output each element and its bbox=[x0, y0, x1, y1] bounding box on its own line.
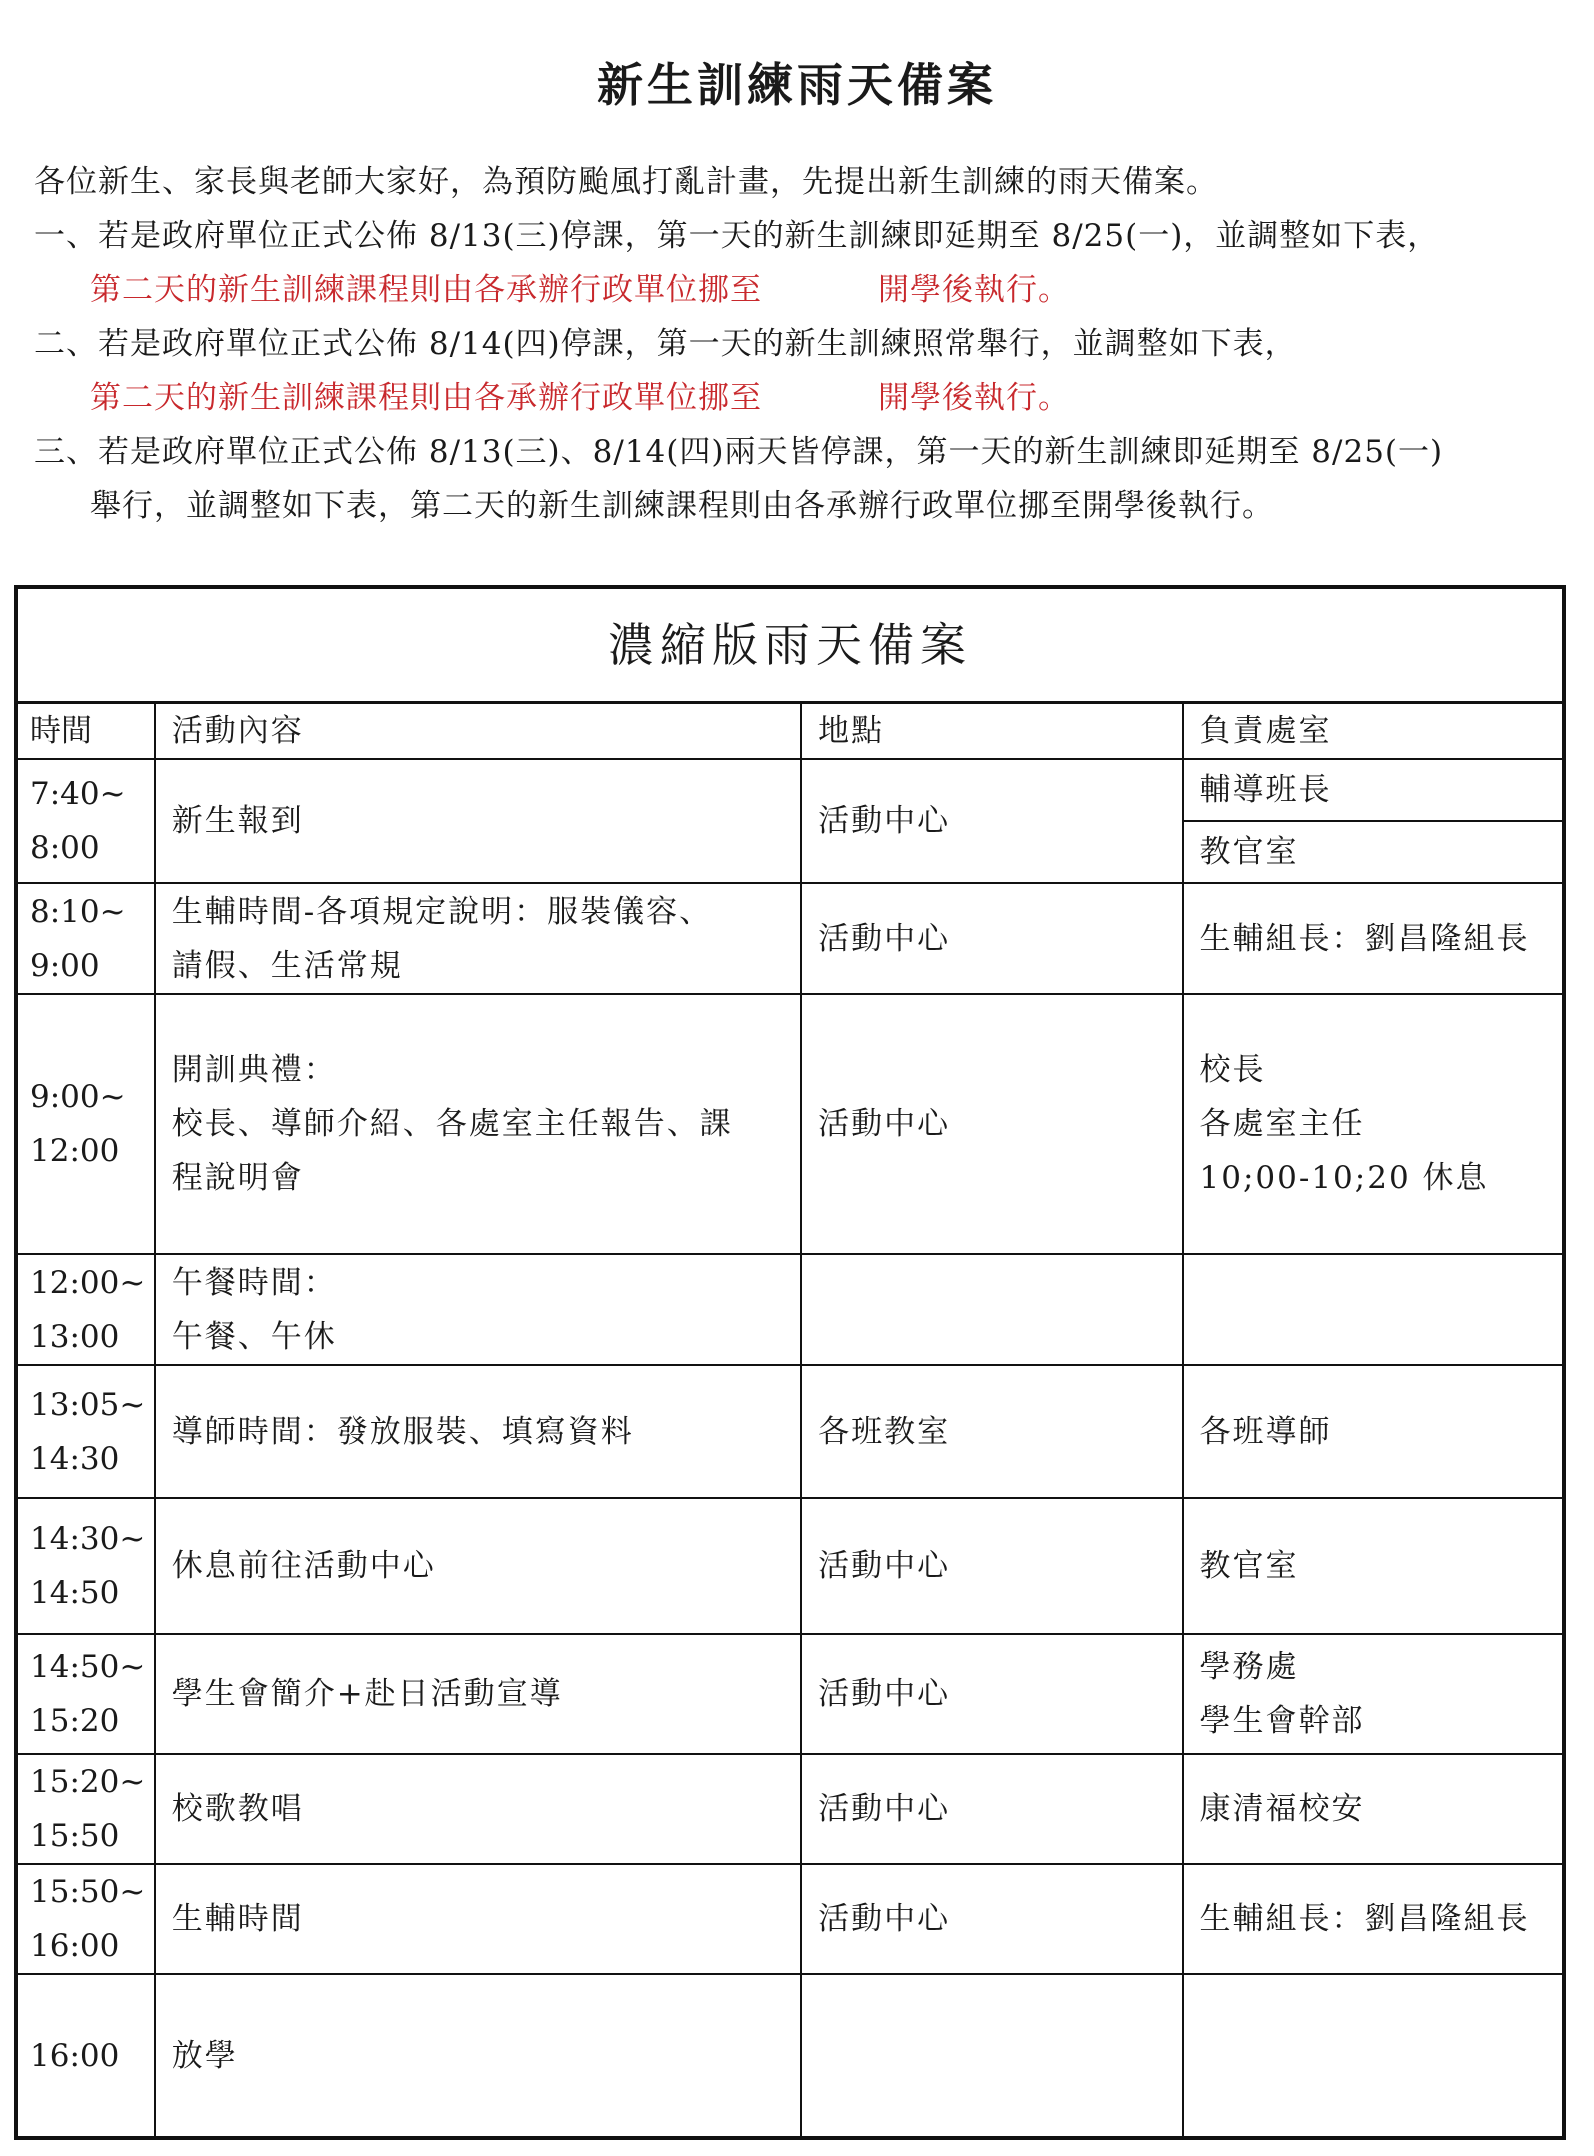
time-cell bbox=[16, 1864, 155, 1974]
place-cell: 活動中心 bbox=[801, 994, 1182, 1254]
place-cell: 活動中心 bbox=[801, 1754, 1182, 1864]
activity-cell: 導師時間：發放服裝、填寫資料 bbox=[155, 1365, 801, 1498]
time-cell bbox=[16, 759, 155, 883]
time-end: 13:00 bbox=[30, 1318, 120, 1355]
intro-section bbox=[34, 155, 1574, 533]
table-row bbox=[16, 883, 1564, 994]
time-start: 15:50~ bbox=[30, 1874, 146, 1910]
case-1-note-part-a: 第二天的新生訓練課程則由各承辦行政單位挪至 bbox=[90, 272, 762, 308]
owner-cell: 教官室 bbox=[1183, 821, 1564, 883]
activity-cell bbox=[155, 994, 801, 1254]
case-2-note-part-b: 開學後執行。 bbox=[878, 380, 1070, 416]
time-start: 13:05~ bbox=[30, 1386, 146, 1423]
activity-cell: 休息前往活動中心 bbox=[155, 1498, 801, 1634]
time-cell bbox=[16, 1365, 155, 1498]
place-cell bbox=[801, 1254, 1182, 1365]
owner-line: 學務處 bbox=[1199, 1649, 1299, 1685]
table-row bbox=[16, 1254, 1564, 1365]
owner-cell: 教官室 bbox=[1183, 1498, 1564, 1634]
place-cell: 活動中心 bbox=[801, 759, 1182, 883]
table-row bbox=[16, 1365, 1564, 1498]
owner-line: 各處室主任 bbox=[1199, 1106, 1365, 1142]
activity-cell: 新生報到 bbox=[155, 759, 801, 883]
time-cell bbox=[16, 1754, 155, 1864]
time-cell bbox=[16, 883, 155, 994]
activity-line: 校長、導師介紹、各處室主任報告、課 bbox=[171, 1106, 733, 1142]
time-end: 16:00 bbox=[30, 1928, 120, 1964]
owner-cell: 康清福校安 bbox=[1183, 1754, 1564, 1864]
time-start: 14:30~ bbox=[30, 1521, 146, 1557]
time-start: 14:50~ bbox=[30, 1649, 146, 1685]
place-cell: 活動中心 bbox=[801, 883, 1182, 994]
activity-line: 生輔時間-各項規定說明：服裝儀容、 bbox=[171, 893, 713, 930]
place-cell bbox=[801, 1974, 1182, 2138]
owner-cell bbox=[1183, 1974, 1564, 2138]
schedule-table bbox=[14, 585, 1566, 2140]
table-row bbox=[16, 1974, 1564, 2138]
activity-cell: 學生會簡介+赴日活動宣導 bbox=[155, 1634, 801, 1754]
place-cell: 活動中心 bbox=[801, 1864, 1182, 1974]
time-start: 7:40~ bbox=[30, 776, 126, 812]
time-cell bbox=[16, 1254, 155, 1365]
activity-line: 午餐、午休 bbox=[171, 1318, 337, 1355]
header-place: 地點 bbox=[801, 703, 1182, 760]
time-end: 9:00 bbox=[30, 947, 100, 984]
owner-line: 10;00-10;20 休息 bbox=[1199, 1160, 1489, 1196]
time-end: 8:00 bbox=[30, 830, 100, 866]
time-start: 15:20~ bbox=[30, 1764, 146, 1800]
header-activity: 活動內容 bbox=[155, 703, 801, 760]
time-start: 8:10~ bbox=[30, 893, 126, 930]
table-header-row bbox=[16, 703, 1564, 760]
table-row bbox=[16, 1864, 1564, 1974]
owner-line: 校長 bbox=[1199, 1052, 1266, 1088]
time-end: 14:50 bbox=[30, 1575, 120, 1611]
page-title: 新生訓練雨天備案 bbox=[597, 58, 997, 112]
time-cell: 16:00 bbox=[16, 1974, 155, 2138]
activity-cell bbox=[155, 883, 801, 994]
table-row bbox=[16, 994, 1564, 1254]
time-start: 9:00~ bbox=[30, 1079, 126, 1115]
case-3-text-cont: 舉行，並調整如下表，第二天的新生訓練課程則由各承辦行政單位挪至開學後執行。 bbox=[90, 488, 1274, 524]
case-3-text: 三、若是政府單位正式公佈 8/13(三)、8/14(四)兩天皆停課，第一天的新生訓練即延期至 8/25(一) bbox=[34, 434, 1444, 470]
activity-cell: 生輔時間 bbox=[155, 1864, 801, 1974]
table-row bbox=[16, 759, 1564, 821]
owner-cell bbox=[1183, 1634, 1564, 1754]
owner-cell: 輔導班長 bbox=[1183, 759, 1564, 821]
activity-line: 程說明會 bbox=[171, 1160, 304, 1196]
owner-cell bbox=[1183, 1254, 1564, 1365]
time-cell bbox=[16, 994, 155, 1254]
time-end: 12:00 bbox=[30, 1133, 120, 1169]
place-cell: 各班教室 bbox=[801, 1365, 1182, 1498]
time-end: 14:30 bbox=[30, 1440, 120, 1477]
owner-cell: 生輔組長：劉昌隆組長 bbox=[1183, 1864, 1564, 1974]
owner-line: 學生會幹部 bbox=[1199, 1703, 1365, 1739]
intro-greeting: 各位新生、家長與老師大家好，為預防颱風打亂計畫，先提出新生訓練的雨天備案。 bbox=[34, 164, 1218, 200]
table-caption: 濃縮版雨天備案 bbox=[16, 587, 1564, 703]
case-1-note bbox=[34, 263, 1574, 317]
case-2-note bbox=[34, 371, 1574, 425]
time-cell bbox=[16, 1634, 155, 1754]
owner-cell: 各班導師 bbox=[1183, 1365, 1564, 1498]
table-row bbox=[16, 1498, 1564, 1634]
owner-cell bbox=[1183, 994, 1564, 1254]
place-cell: 活動中心 bbox=[801, 1634, 1182, 1754]
time-cell bbox=[16, 1498, 155, 1634]
activity-cell: 校歌教唱 bbox=[155, 1754, 801, 1864]
activity-line: 午餐時間： bbox=[171, 1264, 337, 1301]
activity-line: 請假、生活常規 bbox=[171, 947, 403, 984]
activity-cell bbox=[155, 1254, 801, 1365]
time-end: 15:50 bbox=[30, 1818, 120, 1854]
time-start: 12:00~ bbox=[30, 1264, 146, 1301]
case-2-text: 二、若是政府單位正式公佈 8/14(四)停課，第一天的新生訓練照常舉行，並調整如下表， bbox=[34, 326, 1297, 362]
activity-line: 開訓典禮： bbox=[171, 1052, 337, 1088]
header-owner: 負責處室 bbox=[1183, 703, 1564, 760]
header-time: 時間 bbox=[16, 703, 155, 760]
activity-cell: 放學 bbox=[155, 1974, 801, 2138]
case-1-note-part-b: 開學後執行。 bbox=[878, 272, 1070, 308]
table-row bbox=[16, 1634, 1564, 1754]
time-end: 15:20 bbox=[30, 1703, 120, 1739]
place-cell: 活動中心 bbox=[801, 1498, 1182, 1634]
case-2-note-part-a: 第二天的新生訓練課程則由各承辦行政單位挪至 bbox=[90, 380, 762, 416]
case-1-text: 一、若是政府單位正式公佈 8/13(三)停課，第一天的新生訓練即延期至 8/25(一)，並調整如下表， bbox=[34, 218, 1440, 254]
table-row bbox=[16, 1754, 1564, 1864]
owner-cell: 生輔組長：劉昌隆組長 bbox=[1183, 883, 1564, 994]
